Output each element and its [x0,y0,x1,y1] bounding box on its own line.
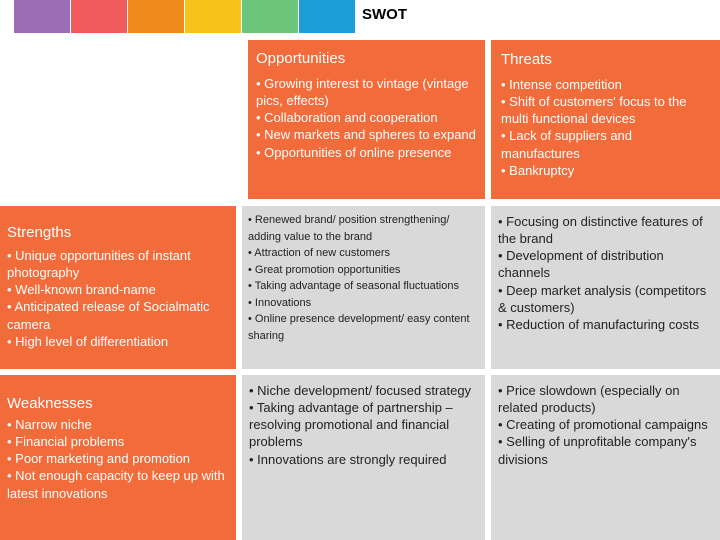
list-item: • Development of distribution channels [498,248,664,281]
color-swatch [71,0,127,33]
list-item: • Great promotion opportunities [248,263,401,276]
wt-strategies-cell [491,375,720,540]
list-item: • Renewed brand/ position strengthening/ adding value to the brand [248,214,450,243]
list-item: • New markets and spheres to expand [256,127,476,143]
color-swatch [185,0,241,33]
list-item: • Poor marketing and promotion [7,451,191,467]
wo-strategies-cell [242,375,485,540]
list-item: • Not enough capacity to keep up with latest innovations [7,468,225,501]
list-item: • Selling of unprofitable company's divisions [498,434,697,467]
list-item: • Reduction of manufacturing costs [498,316,700,332]
list-item: • Niche development/ focused strategy [249,383,472,398]
list-item: • Bankruptcy [501,162,575,178]
list-item: • Well-known brand-name [7,282,156,298]
list-item: • Online presence development/ easy content sharing [248,313,470,342]
threats-heading: Threats [501,51,552,68]
list-item: • Financial problems [7,434,125,450]
list-item: • Focusing on distinctive features of the brand [498,214,703,247]
strengths-list [7,247,230,350]
st-strategies-cell [491,206,720,369]
weaknesses-list [7,416,230,502]
so-strategies-list [248,212,481,344]
list-item: • Deep market analysis (competitors & customers) [498,282,707,315]
list-item: • Innovations are strongly required [249,451,447,467]
list-item: • Taking advantage of partnership – resolving promotional and financial problems [249,400,453,450]
list-item: • Taking advantage of seasonal fluctuations [248,280,459,292]
list-item: • Price slowdown (especially on related products) [498,383,680,416]
list-item: • Opportunities of online presence [256,144,452,160]
list-item: • Anticipated release of Socialmatic camera [7,299,210,332]
strengths-cell [0,206,236,369]
color-swatch [299,0,355,33]
list-item: • Attraction of new customers [248,247,391,259]
wt-strategies-list [498,382,714,468]
list-item: • Narrow niche [7,417,92,432]
wo-strategies-list [249,382,479,468]
weaknesses-cell [0,375,236,540]
opportunities-list [256,75,479,161]
so-strategies-cell [242,206,485,369]
color-swatch [14,0,70,33]
st-strategies-list [498,213,714,333]
threats-list [501,76,714,179]
list-item: • Lack of suppliers and manufactures [501,128,633,161]
opportunities-heading: Opportunities [256,50,346,67]
list-item: • Collaboration and cooperation [256,110,438,126]
weaknesses-heading: Weaknesses [7,395,93,412]
list-item: • Creating of promotional campaigns [498,417,708,433]
list-item: • Intense competition [501,77,622,92]
color-swatch [242,0,298,33]
list-item: • Unique opportunities of instant photography [7,248,191,281]
color-swatch [128,0,184,33]
list-item: • Shift of customers' focus to the multi functional devices [501,94,687,127]
opportunities-cell [248,40,485,199]
threats-cell [491,40,720,199]
slide-title: SWOT [362,6,407,23]
list-item: • High level of differentiation [7,333,169,349]
strengths-heading: Strengths [7,224,72,241]
list-item: • Innovations [248,296,312,309]
list-item: • Growing interest to vintage (vintage pics, effects) [256,76,469,109]
